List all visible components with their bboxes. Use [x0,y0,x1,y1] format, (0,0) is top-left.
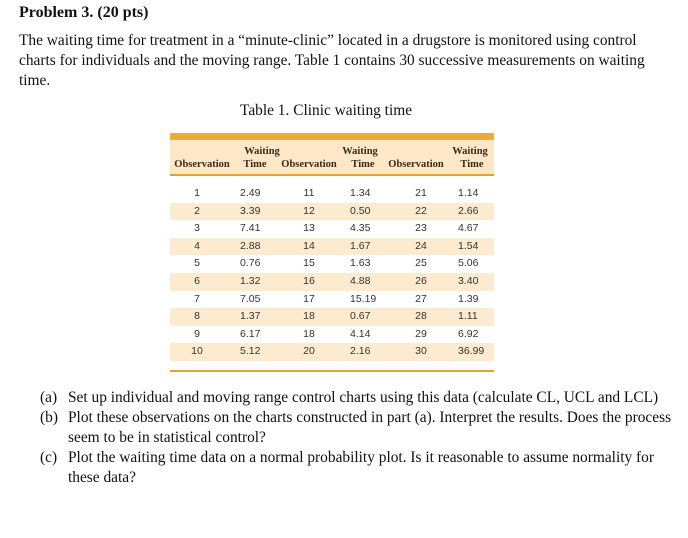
header-waiting-1: Waiting [244,146,280,157]
question-list [40,388,672,488]
question-b [40,408,672,448]
question-text: Set up individual and moving range control charts using this data (calculate CL, UCL and LCL) [68,389,659,406]
waiting-time-table [170,133,494,372]
observation-cell: 5 [194,257,200,270]
observation-cell: 10 [191,345,203,358]
observation-cell: 16 [303,275,315,287]
waiting-time-cell: 4.88 [350,275,371,287]
observation-cell: 7 [194,292,200,305]
observation-cell: 20 [303,345,315,358]
question-label: (c) [40,449,58,466]
table-row [170,255,494,273]
table-row [170,220,494,238]
waiting-time-cell: 1.37 [240,310,261,323]
observation-cell: 12 [303,204,315,217]
observation-cell: 11 [303,187,315,199]
table-header-rule [170,174,494,176]
waiting-time-cell: 0.50 [350,204,371,217]
observation-cell: 18 [303,310,315,323]
table-bottom-rule [170,370,494,372]
waiting-time-cell: 1.63 [350,257,371,270]
waiting-time-cell: 3.39 [240,204,261,217]
waiting-time-cell: 4.14 [350,327,371,340]
header-observation-2: Observation [281,159,337,170]
question-c [40,448,672,488]
header-observation-1: Observation [174,159,230,170]
table-row [170,203,494,221]
waiting-time-cell: 7.41 [240,222,261,235]
waiting-time-cell: 5.12 [240,345,261,358]
waiting-time-cell: 2.16 [350,345,371,358]
waiting-time-cell: 7.05 [240,292,261,305]
observation-cell: 30 [415,345,427,358]
waiting-time-cell: 2.66 [458,204,479,217]
question-label: (b) [40,409,58,426]
waiting-time-cell: 1.32 [240,275,261,287]
waiting-time-cell: 36.99 [458,345,485,358]
waiting-time-cell: 4.67 [458,222,479,235]
table-top-rule [170,133,494,140]
observation-cell: 15 [303,257,315,270]
waiting-time-cell: 6.92 [458,327,479,340]
problem-intro: The waiting time for treatment in a “minute-clinic” located in a drugstore is monitored using control charts for individuals and the moving range. Table 1 contains 30 successive measurements on waiting time. [19,32,645,89]
observation-cell: 14 [303,239,315,252]
observation-cell: 25 [415,257,427,270]
table-row [170,308,494,326]
question-label: (a) [40,389,58,406]
observation-cell: 2 [194,204,200,217]
problem-title: Problem 3. (20 pts) [19,4,149,21]
waiting-time-cell: 0.67 [350,310,371,323]
waiting-time-cell: 2.49 [240,187,261,199]
question-a [40,388,672,408]
table-row [170,185,494,203]
table-header [170,140,494,174]
observation-cell: 6 [194,275,200,287]
header-waiting-2: Waiting [342,146,378,157]
observation-cell: 1 [194,187,200,199]
observation-cell: 3 [194,222,200,235]
observation-cell: 28 [415,310,427,323]
table-row [170,326,494,344]
observation-cell: 29 [415,327,427,340]
waiting-time-cell: 4.35 [350,222,371,235]
waiting-time-cell: 1.54 [458,239,479,252]
waiting-time-cell: 5.06 [458,257,479,270]
table-row [170,273,494,291]
observation-cell: 18 [303,327,315,340]
observation-cell: 9 [194,327,200,340]
observation-cell: 24 [415,239,427,252]
waiting-time-cell: 2.88 [240,239,261,252]
question-text: Plot the waiting time data on a normal probability plot. Is it reasonable to assume normality for these data? [68,449,655,486]
header-time-3: Time [460,159,484,170]
header-time-1: Time [243,159,267,170]
waiting-time-cell: 0.76 [240,257,261,270]
question-text: Plot these observations on the charts constructed in part (a). Interpret the results. Does the process seem to be in statistical control? [68,409,672,446]
waiting-time-cell: 3.40 [458,275,479,287]
table-caption: Table 1. Clinic waiting time [240,102,413,119]
waiting-time-cell: 6.17 [240,327,261,340]
table-row [170,291,494,309]
observation-cell: 26 [415,275,427,287]
observation-cell: 23 [415,222,427,235]
observation-cell: 17 [303,292,315,305]
waiting-time-cell: 15.19 [350,292,377,305]
header-waiting-3: Waiting [452,146,488,157]
waiting-time-cell: 1.11 [458,310,478,323]
waiting-time-cell: 1.34 [350,187,371,199]
header-observation-3: Observation [388,159,444,170]
table-row [170,343,494,361]
observation-cell: 13 [303,222,315,235]
observation-cell: 4 [194,239,200,252]
table-row [170,238,494,256]
observation-cell: 8 [194,310,200,323]
observation-cell: 21 [415,187,427,199]
waiting-time-cell: 1.39 [458,292,479,305]
waiting-time-cell: 1.14 [458,187,479,199]
observation-cell: 22 [415,204,427,217]
observation-cell: 27 [415,292,427,305]
waiting-time-cell: 1.67 [350,239,371,252]
header-time-2: Time [351,159,375,170]
